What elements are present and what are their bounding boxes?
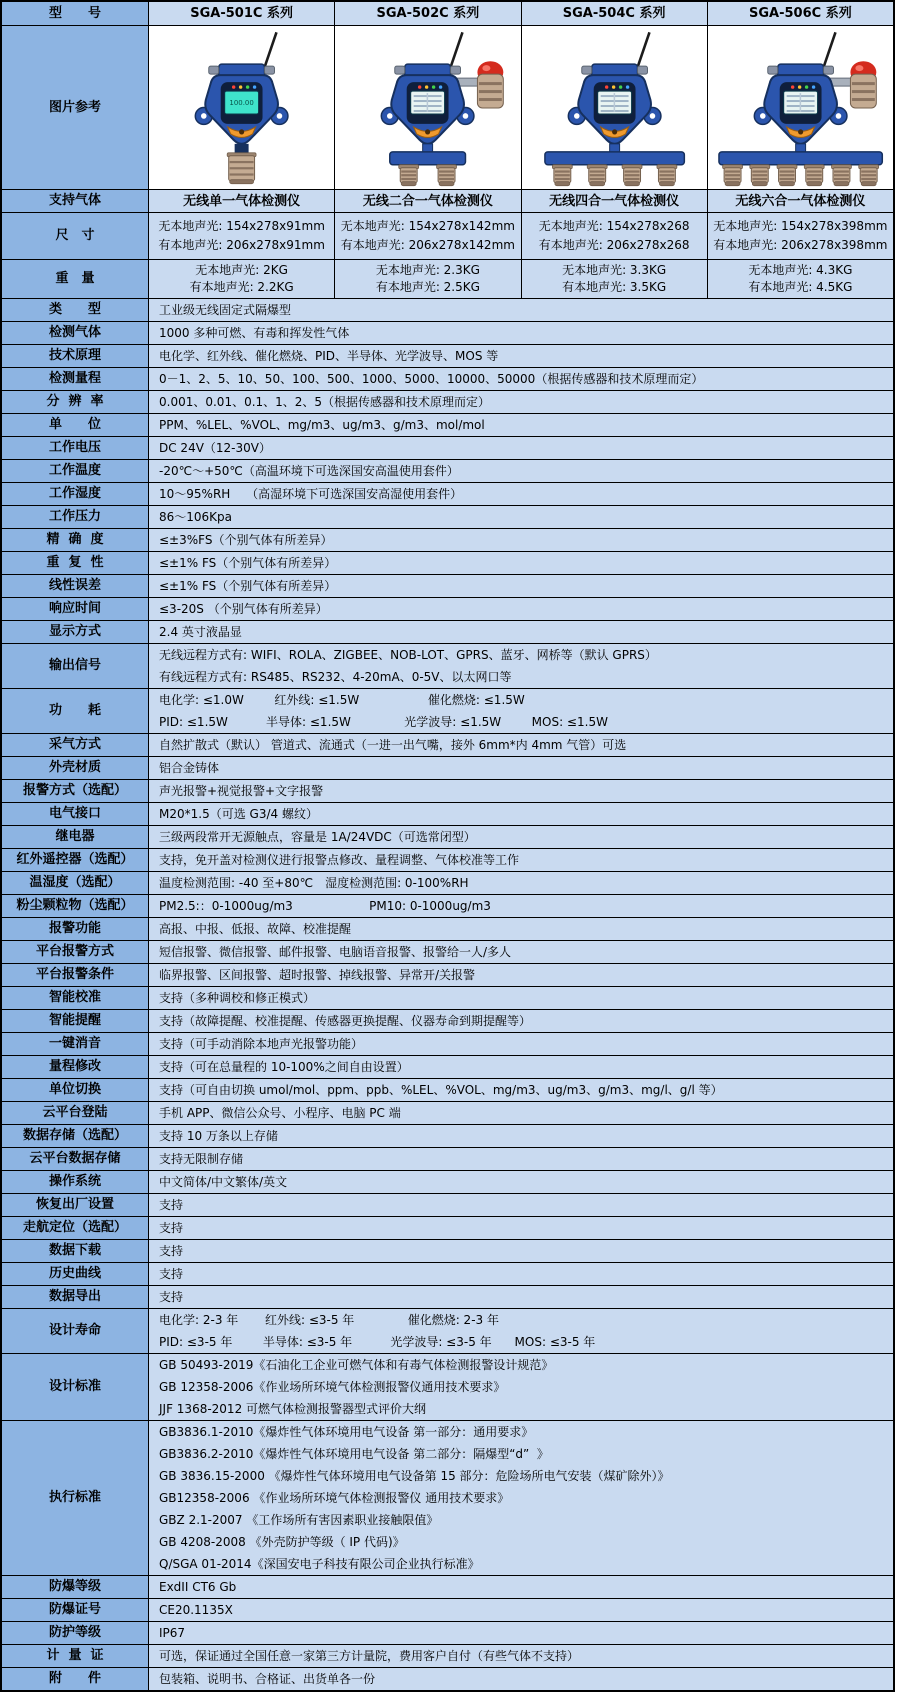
spec-row-execution-standard xyxy=(2,1420,893,1575)
spec-row-temperature xyxy=(2,459,893,482)
row-label: 响应时间 xyxy=(2,598,149,620)
spec-row-accessories xyxy=(2,1667,893,1690)
row-value-line: 有本地声光: 2.2KG xyxy=(189,279,294,294)
row-value xyxy=(149,1079,893,1101)
row-label: 防爆等级 xyxy=(2,1576,149,1598)
spec-row-response-time xyxy=(2,597,893,620)
spec-row-voltage xyxy=(2,436,893,459)
spec-row-cloud-login xyxy=(2,1101,893,1124)
spec-row-dust-particles xyxy=(2,894,893,917)
row-label: 操作系统 xyxy=(2,1171,149,1193)
row-value xyxy=(149,437,893,459)
row-value xyxy=(149,460,893,482)
spec-row-cloud-storage xyxy=(2,1147,893,1170)
product-image-sga-506c xyxy=(708,26,893,189)
row-value-line: PM2.5:：0-1000ug/m3 PM10: 0-1000ug/m3 xyxy=(159,899,491,913)
spec-row-explosion-proof-grade xyxy=(2,1575,893,1598)
row-value-line: 有本地声光: 4.5KG xyxy=(748,279,853,294)
row-label: 防爆证号 xyxy=(2,1599,149,1621)
row-value xyxy=(149,1309,893,1353)
svg-text:100.00: 100.00 xyxy=(229,99,254,108)
spec-row-relay xyxy=(2,825,893,848)
row-value-line: 中文简体/中文繁体/英文 xyxy=(159,1175,288,1189)
row-label: 尺 寸 xyxy=(2,213,149,259)
row-label: 外壳材质 xyxy=(2,757,149,779)
row-value xyxy=(149,689,893,733)
row-value xyxy=(149,1102,893,1124)
row-value xyxy=(149,391,893,413)
row-value-line: GB 12358-2006《作业场所环境气体检测报警仪通用技术要求》 xyxy=(159,1380,506,1394)
row-value-col xyxy=(708,213,893,259)
spec-row-support-gas xyxy=(2,189,893,212)
gas-detector-illustration xyxy=(149,26,334,189)
row-value-line: 无本地声光: 2.3KG xyxy=(375,263,480,278)
row-value-line: 包装箱、说明书、合格证、出货单各一份 xyxy=(159,1672,376,1686)
row-value-line: 支持 xyxy=(159,1244,184,1258)
row-label: 云平台数据存储 xyxy=(2,1148,149,1170)
row-value-line: 有本地声光: 2.5KG xyxy=(375,279,480,294)
spec-row-type xyxy=(2,298,893,321)
row-value-line: 可选，保证通过全国任意一家第三方计量院，费用客户自付（有些气体不支持） xyxy=(159,1649,580,1663)
row-value-line: 支持 10 万条以上存储 xyxy=(159,1129,278,1143)
row-value xyxy=(149,598,893,620)
row-value-line: 有线远程方式有: RS485、RS232、4-20mA、0-5V、以太网口等 xyxy=(159,670,512,684)
row-value-line: GB3836.2-2010《爆炸性气体环境用电气设备 第二部分：隔爆型“d” 》 xyxy=(159,1447,549,1461)
row-value xyxy=(149,987,893,1009)
row-value-col xyxy=(149,260,335,298)
row-value-line: 高报、中报、低报、故障、校准提醒 xyxy=(159,922,352,936)
row-value-line: 临界报警、区间报警、超时报警、掉线报警、异常开/关报警 xyxy=(159,968,476,982)
row-label: 温湿度（选配） xyxy=(2,872,149,894)
gas-detector-illustration xyxy=(335,26,520,189)
spec-row-one-key-mute xyxy=(2,1032,893,1055)
row-value xyxy=(149,1148,893,1170)
row-value-line: GBZ 2.1-2007 《工作场所有害因素职业接触限值》 xyxy=(159,1513,439,1527)
header-model-sga-502c: SGA-502C 系列 xyxy=(335,2,521,25)
row-value-line: -20℃～+50℃（高温环境下可选深国安高温使用套件） xyxy=(159,464,459,478)
row-value-line: 电化学: ≤1.0W 红外线: ≤1.5W 催化燃烧: ≤1.5W xyxy=(159,693,525,707)
row-label: 恢复出厂设置 xyxy=(2,1194,149,1216)
row-value-line: 有本地声光: 206x278x142mm xyxy=(340,238,515,252)
spec-row-sampling xyxy=(2,733,893,756)
row-label: 精 确 度 xyxy=(2,529,149,551)
spec-row-platform-alarm-mode xyxy=(2,940,893,963)
spec-row-data-export xyxy=(2,1285,893,1308)
row-label: 继电器 xyxy=(2,826,149,848)
row-label: 功 耗 xyxy=(2,689,149,733)
row-value-line: 有本地声光: 3.5KG xyxy=(562,279,667,294)
row-value-line: DC 24V（12-30V） xyxy=(159,441,271,455)
row-label: 显示方式 xyxy=(2,621,149,643)
row-value xyxy=(149,780,893,802)
row-value-line: IP67 xyxy=(159,1626,186,1640)
spec-row-smart-calibration xyxy=(2,986,893,1009)
row-label: 走航定位（选配） xyxy=(2,1217,149,1239)
row-value xyxy=(149,1421,893,1575)
spec-row-factory-reset xyxy=(2,1193,893,1216)
spec-row-data-storage-opt xyxy=(2,1124,893,1147)
spec-row-range-modify xyxy=(2,1055,893,1078)
row-value-line: 温度检测范围: -40 至+80℃ 湿度检测范围: 0-100%RH xyxy=(159,876,469,890)
row-label: 数据存储（选配） xyxy=(2,1125,149,1147)
row-value-line: 无本地声光: 154x278x91mm xyxy=(158,219,325,233)
row-value-line: GB 4208-2008 《外壳防护等级（ IP 代码)》 xyxy=(159,1535,405,1549)
row-label: 历史曲线 xyxy=(2,1263,149,1285)
row-value-line: 2.4 英寸液晶显 xyxy=(159,625,242,639)
spec-row-display xyxy=(2,620,893,643)
row-value-line: 有本地声光: 206x278x398mm xyxy=(713,238,888,252)
row-label: 平台报警方式 xyxy=(2,941,149,963)
row-value-line: GB3836.1-2010《爆炸性气体环境用电气设备 第一部分：通用要求》 xyxy=(159,1425,534,1439)
row-value-line: 短信报警、微信报警、邮件报警、电脑语音报警、报警给一人/多人 xyxy=(159,945,512,959)
row-value-line: ≤3-20S （个别气体有所差异） xyxy=(159,602,328,616)
row-value-col xyxy=(335,260,521,298)
spec-row-history-curve xyxy=(2,1262,893,1285)
spec-row-resolution xyxy=(2,390,893,413)
row-label: 粉尘颗粒物（选配） xyxy=(2,895,149,917)
row-value-line: 电化学: 2-3 年 红外线: ≤3-5 年 催化燃烧: 2-3 年 xyxy=(159,1313,499,1327)
row-value xyxy=(149,918,893,940)
spec-row-metrology-cert xyxy=(2,1644,893,1667)
spec-row-accuracy xyxy=(2,528,893,551)
row-value-line: JJF 1368-2012 可燃气体检测报警器型式评价大纲 xyxy=(159,1402,427,1416)
row-value xyxy=(149,1240,893,1262)
spec-row-design-life xyxy=(2,1308,893,1353)
spec-row-unit xyxy=(2,413,893,436)
row-label: 智能校准 xyxy=(2,987,149,1009)
row-value-col: 无线四合一气体检测仪 xyxy=(522,190,708,212)
row-value-col: 无线单一气体检测仪 xyxy=(149,190,335,212)
row-label: 数据导出 xyxy=(2,1286,149,1308)
header-row xyxy=(2,2,893,25)
row-value xyxy=(149,872,893,894)
row-value xyxy=(149,529,893,551)
row-value-line: 无本地声光: 154x278x268 xyxy=(538,219,690,233)
row-value-line: 支持 xyxy=(159,1267,184,1281)
gas-detector-illustration xyxy=(522,26,707,189)
row-value-line: 无本地声光: 154x278x398mm xyxy=(713,219,888,233)
spec-row-unit-switch xyxy=(2,1078,893,1101)
row-label: 分 辨 率 xyxy=(2,391,149,413)
row-value-line: 无本地声光: 4.3KG xyxy=(748,263,853,278)
spec-row-output-signal xyxy=(2,643,893,688)
row-value xyxy=(149,1622,893,1644)
spec-row-repeatability xyxy=(2,551,893,574)
row-value xyxy=(149,1645,893,1667)
spec-row-range xyxy=(2,367,893,390)
spec-row-ir-remote xyxy=(2,848,893,871)
spec-row-data-download xyxy=(2,1239,893,1262)
row-value xyxy=(149,1286,893,1308)
row-label: 重 量 xyxy=(2,260,149,298)
row-value-line: 86～106Kpa xyxy=(159,510,233,524)
row-label: 重 复 性 xyxy=(2,552,149,574)
row-label: 线性误差 xyxy=(2,575,149,597)
row-value-line: Q/SGA 01-2014《深国安电子科技有限公司企业执行标准》 xyxy=(159,1557,480,1571)
row-value xyxy=(149,621,893,643)
row-label: 工作湿度 xyxy=(2,483,149,505)
row-value xyxy=(149,1576,893,1598)
row-label: 报警方式（选配） xyxy=(2,780,149,802)
spec-row-nav-positioning xyxy=(2,1216,893,1239)
row-value-line: PID: ≤3-5 年 半导体: ≤3-5 年 光学波导: ≤3-5 年 MOS: ≤3-5 年 xyxy=(159,1335,596,1349)
row-value-line: 声光报警+视觉报警+文字报警 xyxy=(159,784,324,798)
row-value xyxy=(149,734,893,756)
row-value-line: 支持（可自由切换 umol/mol、ppm、ppb、%LEL、%VOL、mg/m3、ug/m3、g/m3、mg/l、g/l 等） xyxy=(159,1083,723,1097)
row-value xyxy=(149,895,893,917)
row-value xyxy=(149,1171,893,1193)
row-label: 附 件 xyxy=(2,1668,149,1690)
row-value-col xyxy=(149,213,335,259)
row-value-col: 无线二合一气体检测仪 xyxy=(335,190,521,212)
row-value-line: 自然扩散式（默认） 管道式、流通式（一进一出气嘴，接外 6mm*内 4mm 气管）可选 xyxy=(159,738,627,752)
row-value-line: 无本地声光: 2KG xyxy=(195,263,288,278)
row-value-line: 支持（故障提醒、校准提醒、传感器更换提醒、仪器寿命到期提醒等） xyxy=(159,1014,532,1028)
row-value-line: 0.001、0.01、0.1、1、2、5（根据传感器和技术原理而定） xyxy=(159,395,491,409)
row-value-col xyxy=(708,260,893,298)
row-value-line: GB 50493-2019《石油化工企业可燃气体和有毒气体检测报警设计规范》 xyxy=(159,1358,554,1372)
row-value xyxy=(149,964,893,986)
spec-row-principle xyxy=(2,344,893,367)
row-value-line: PID: ≤1.5W 半导体: ≤1.5W 光学波导: ≤1.5W MOS: ≤1.5W xyxy=(159,715,608,729)
row-value-line: 支持（可手动消除本地声光报警功能） xyxy=(159,1037,364,1051)
row-label: 电气接口 xyxy=(2,803,149,825)
row-value-line: 支持，免开盖对检测仪进行报警点修改、量程调整、气体校准等工作 xyxy=(159,853,520,867)
row-label: 执行标准 xyxy=(2,1421,149,1575)
row-label: 采气方式 xyxy=(2,734,149,756)
row-label: 智能提醒 xyxy=(2,1010,149,1032)
row-value xyxy=(149,506,893,528)
spec-row-alarm-mode xyxy=(2,779,893,802)
gas-detector-illustration xyxy=(708,26,893,189)
row-value xyxy=(149,414,893,436)
row-value xyxy=(149,345,893,367)
row-value-line: 0－1、2、5、10、50、100、500、1000、5000、10000、50000（根据传感器和技术原理而定） xyxy=(159,372,704,386)
row-value-line: 支持 xyxy=(159,1221,184,1235)
row-value-col xyxy=(522,213,708,259)
row-label: 云平台登陆 xyxy=(2,1102,149,1124)
row-label: 量程修改 xyxy=(2,1056,149,1078)
spec-row-power-consumption xyxy=(2,688,893,733)
row-value xyxy=(149,552,893,574)
row-label: 计 量 证 xyxy=(2,1645,149,1667)
row-value xyxy=(149,644,893,688)
spec-row-temp-humidity-opt xyxy=(2,871,893,894)
spec-row-detect-gas xyxy=(2,321,893,344)
row-label: 一键消音 xyxy=(2,1033,149,1055)
row-label: 工作电压 xyxy=(2,437,149,459)
row-label: 类 型 xyxy=(2,299,149,321)
row-value xyxy=(149,1599,893,1621)
product-image-sga-501c xyxy=(149,26,335,189)
row-value-line: 有本地声光: 206x278x91mm xyxy=(158,238,325,252)
row-value-line: 支持（可在总量程的 10-100%之间自由设置） xyxy=(159,1060,409,1074)
row-value xyxy=(149,757,893,779)
spec-row-explosion-proof-cert xyxy=(2,1598,893,1621)
image-row-label: 图片参考 xyxy=(2,26,149,189)
row-value-line: 有本地声光: 206x278x268 xyxy=(538,238,690,252)
row-value xyxy=(149,1354,893,1420)
spec-row-platform-alarm-cond xyxy=(2,963,893,986)
row-value xyxy=(149,826,893,848)
row-label: 技术原理 xyxy=(2,345,149,367)
row-label: 设计寿命 xyxy=(2,1309,149,1353)
row-value xyxy=(149,1056,893,1078)
row-value xyxy=(149,1668,893,1690)
row-value xyxy=(149,1125,893,1147)
row-value-line: M20*1.5（可选 G3/4 螺纹） xyxy=(159,807,318,821)
row-value-col xyxy=(335,213,521,259)
row-value xyxy=(149,803,893,825)
row-label: 设计标准 xyxy=(2,1354,149,1420)
row-value-line: 铝合金铸体 xyxy=(159,761,220,775)
row-label: 检测量程 xyxy=(2,368,149,390)
row-value-line: 手机 APP、微信公众号、小程序、电脑 PC 端 xyxy=(159,1106,401,1120)
row-value xyxy=(149,575,893,597)
header-model-sga-504c: SGA-504C 系列 xyxy=(522,2,708,25)
row-label: 单 位 xyxy=(2,414,149,436)
row-label: 检测气体 xyxy=(2,322,149,344)
row-label: 防护等级 xyxy=(2,1622,149,1644)
row-value-line: 电化学、红外线、催化燃烧、PID、半导体、光学波导、MOS 等 xyxy=(159,349,499,363)
row-label: 支持气体 xyxy=(2,190,149,212)
spec-row-smart-reminder xyxy=(2,1009,893,1032)
product-image-sga-504c xyxy=(522,26,708,189)
header-model-label: 型 号 xyxy=(2,2,149,25)
header-model-sga-501c: SGA-501C 系列 xyxy=(149,2,335,25)
spec-row-humidity xyxy=(2,482,893,505)
row-value-line: 1000 多种可燃、有毒和挥发性气体 xyxy=(159,326,350,340)
row-value-line: 无本地声光: 3.3KG xyxy=(562,263,667,278)
row-label: 报警功能 xyxy=(2,918,149,940)
row-value xyxy=(149,1033,893,1055)
row-value xyxy=(149,849,893,871)
row-label: 红外遥控器（选配） xyxy=(2,849,149,871)
row-value xyxy=(149,1194,893,1216)
row-value xyxy=(149,1010,893,1032)
row-label: 工作压力 xyxy=(2,506,149,528)
row-value xyxy=(149,941,893,963)
spec-row-alarm-functions xyxy=(2,917,893,940)
row-value-line: PPM、%LEL、%VOL、mg/m3、ug/m3、g/m3、mol/mol xyxy=(159,418,485,432)
row-value-line: 支持 xyxy=(159,1290,184,1304)
row-label: 数据下载 xyxy=(2,1240,149,1262)
row-value xyxy=(149,368,893,390)
row-value xyxy=(149,1217,893,1239)
row-value-line: 10～95%RH （高湿环境下可选深国安高湿使用套件） xyxy=(159,487,463,501)
row-value-line: GB12358-2006 《作业场所环境气体检测报警仪 通用技术要求》 xyxy=(159,1491,510,1505)
row-value-line: 无线远程方式有: WIFI、ROLA、ZIGBEE、NOB-LOT、GPRS、蓝牙、网桥等（默认 GPRS） xyxy=(159,648,657,662)
spec-row-pressure xyxy=(2,505,893,528)
row-value-col: 无线六合一气体检测仪 xyxy=(708,190,893,212)
product-image-sga-502c xyxy=(335,26,521,189)
row-label: 输出信号 xyxy=(2,644,149,688)
row-value-line: 支持（多种调校和修正模式） xyxy=(159,991,316,1005)
spec-row-electrical-port xyxy=(2,802,893,825)
row-label: 平台报警条件 xyxy=(2,964,149,986)
row-label: 工作温度 xyxy=(2,460,149,482)
row-value xyxy=(149,483,893,505)
spec-row-housing xyxy=(2,756,893,779)
row-value-line: ≤±3%FS（个别气体有所差异） xyxy=(159,533,333,547)
row-value xyxy=(149,1263,893,1285)
spec-row-os xyxy=(2,1170,893,1193)
row-value-col xyxy=(522,260,708,298)
row-value-line: ≤±1% FS（个别气体有所差异） xyxy=(159,556,337,570)
row-value-line: 无本地声光: 154x278x142mm xyxy=(340,219,515,233)
row-value-line: 三级两段常开无源触点，容量是 1A/24VDC（可选常闭型） xyxy=(159,830,476,844)
row-value xyxy=(149,299,893,321)
spec-row-design-standard xyxy=(2,1353,893,1420)
spec-row-protection-grade xyxy=(2,1621,893,1644)
image-row xyxy=(2,25,893,189)
header-model-sga-506c: SGA-506C 系列 xyxy=(708,2,893,25)
row-label: 单位切换 xyxy=(2,1079,149,1101)
spec-row-dimensions xyxy=(2,212,893,259)
spec-row-linearity xyxy=(2,574,893,597)
row-value-line: 支持 xyxy=(159,1198,184,1212)
row-value-line: ExdII CT6 Gb xyxy=(159,1580,237,1594)
row-value-line: 支持无限制存储 xyxy=(159,1152,244,1166)
row-value-line: ≤±1% FS（个别气体有所差异） xyxy=(159,579,337,593)
spec-row-weight xyxy=(2,259,893,298)
row-value xyxy=(149,322,893,344)
row-value-line: GB 3836.15-2000 《爆炸性气体环境用电气设备第 15 部分：危险场所电气安装（煤矿除外）》 xyxy=(159,1469,670,1483)
row-value-line: CE20.1135X xyxy=(159,1603,233,1617)
row-value-line: 工业级无线固定式隔爆型 xyxy=(159,303,292,317)
